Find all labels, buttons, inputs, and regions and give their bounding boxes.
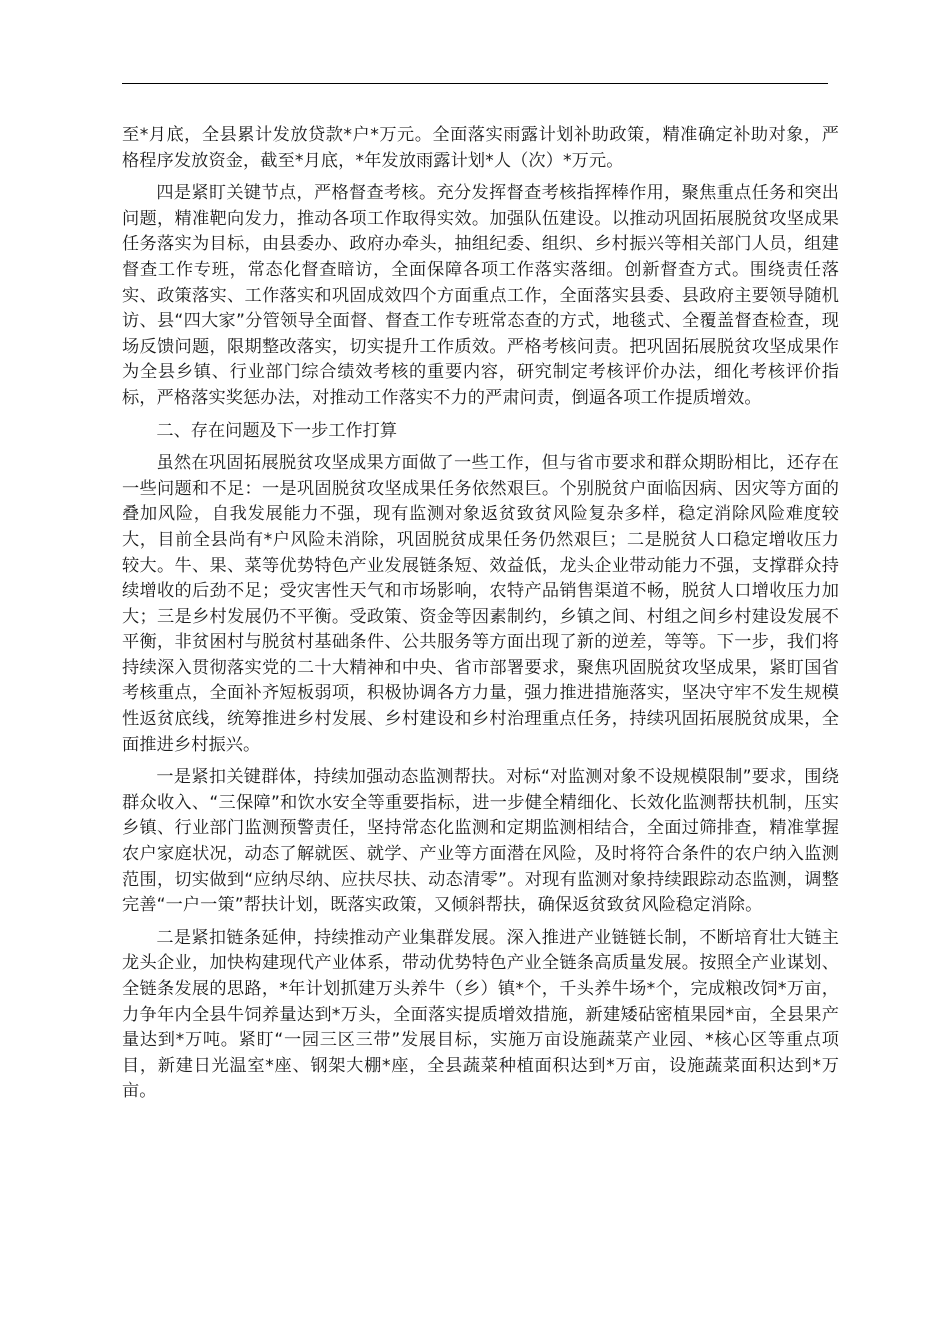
paragraph-industry-chain: 二是紧扣链条延伸，持续推动产业集群发展。深入推进产业链链长制，不断培育壮大链主龙头企业，加快构建现代产业体系，带动优势特色产业全链条高质量发展。按照全产业谋划、全链条发展的思路，*年计划抓建万头养牛（乡）镇*个，千头养牛场*个，完成粮改饲*万亩，力争年内全县牛饲养量达到*万头，全面落实提质增效措施，新建矮砧密植果园*亩，全县果产量达到*万吨。紧盯“一园三区三带”发展目标，实施万亩设施蔬菜产业园、*核心区等重点项目，新建日光温室*座、钢架大棚*座，全县蔬菜种植面积达到*万亩，设施蔬菜面积达到*万亩。 bbox=[122, 927, 839, 1102]
header-rule bbox=[122, 83, 828, 84]
document-body bbox=[122, 123, 839, 1112]
paragraph-problems-and-plans: 虽然在巩固拓展脱贫攻坚成果方面做了一些工作，但与省市要求和群众期盼相比，还存在一些问题和不足：一是巩固脱贫攻坚成果任务依然艰巨。个别脱贫户面临因病、因灾等方面的叠加风险，自我发展能力不强，现有监测对象返贫致贫风险复杂多样，稳定消除风险难度较大，目前全县尚有*户风险未消除，巩固脱贫成果任务仍然艰巨；二是脱贫人口稳定增收压力较大。牛、果、菜等优势特色产业发展链条短、效益低，龙头企业带动能力不强，支撑群众持续增收的后劲不足；受灾害性天气和市场影响，农特产品销售渠道不畅，脱贫人口增收压力加大；三是乡村发展仍不平衡。受政策、资金等因素制约，乡镇之间、村组之间乡村建设发展不平衡，非贫困村与脱贫村基础条件、公共服务等方面出现了新的逆差，等等。下一步，我们将持续深入贯彻落实党的二十大精神和中央、省市部署要求，聚焦巩固脱贫攻坚成果，紧盯国省考核重点，全面补齐短板弱项，积极协调各方力量，强力推进措施落实，坚决守牢不发生规模性返贫底线，统筹推进乡村发展、乡村建设和乡村治理重点任务，持续巩固拓展脱贫成果，全面推进乡村振兴。 bbox=[122, 453, 839, 755]
paragraph-continuation: 至*月底，全县累计发放贷款*户*万元。全面落实雨露计划补助政策，精准确定补助对象，严格程序发放资金，截至*月底，*年发放雨露计划*人（次）*万元。 bbox=[122, 125, 839, 171]
paragraph-dynamic-monitoring: 一是紧扣关键群体，持续加强动态监测帮扶。对标“对监测对象不设规模限制”要求，围绕群众收入、“三保障”和饮水安全等重要指标，进一步健全精细化、长效化监测帮扶机制，压实乡镇、行业部门监测预警责任，坚持常态化监测和定期监测相结合，全面过筛排查，精准掌握农户家庭状况，动态了解就医、就学、产业等方面潜在风险，及时将符合条件的农户纳入监测范围，切实做到“应纳尽纳、应扶尽扶、动态清零”。对现有监测对象持续跟踪动态监测，调整完善“一户一策”帮扶计划，既落实政策，又倾斜帮扶，确保返贫致贫风险稳定消除。 bbox=[122, 767, 839, 916]
section-heading: 二、存在问题及下一步工作打算 bbox=[156, 420, 398, 441]
paragraph-inspection-assessment: 四是紧盯关键节点，严格督查考核。充分发挥督查考核指挥棒作用，聚焦重点任务和突出问题，精准靶向发力，推动各项工作取得实效。加强队伍建设。以推动巩固拓展脱贫攻坚成果任务落实为目标，由县委办、政府办牵头，抽组纪委、组织、乡村振兴等相关部门人员，组建督查工作专班，常态化督查暗访，全面保障各项工作落实落细。创新督查方式。围绕责任落实、政策落实、工作落实和巩固成效四个方面重点工作，全面落实县委、县政府主要领导随机访、县“四大家”分管领导全面督、督查工作专班常态查的方式，地毯式、全覆盖督查检查，现场反馈问题，限期整改落实，切实提升工作质效。严格考核问责。把巩固拓展脱贫攻坚成果作为全县乡镇、行业部门综合绩效考核的重要内容，研究制定考核评价办法，细化考核评价指标，严格落实奖惩办法，对推动工作落实不力的严肃问责，倒逼各项工作提质增效。 bbox=[122, 183, 839, 408]
